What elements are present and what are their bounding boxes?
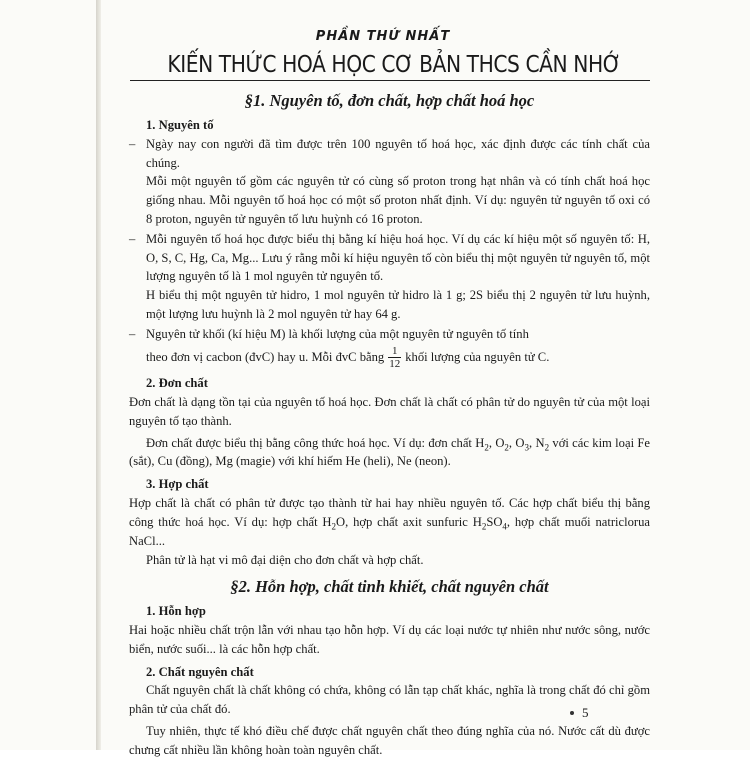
text-run: , N: [529, 435, 545, 450]
subscript: 4: [502, 521, 507, 532]
text-run: khối lượng của nguyên tử C.: [405, 349, 550, 364]
subscript: 2: [481, 521, 487, 532]
text-run: SO: [486, 514, 503, 529]
section-2-sub-2-heading: 2. Chất nguyên chất: [146, 664, 254, 679]
subscript: 2: [484, 442, 489, 453]
paragraph: Mỗi nguyên tố hoá học được biểu thị bằng kí hiệu hoá học. Ví dụ các kí hiệu một số nguyên tố: H, O, S, C, Hg, Ca, Mg... Lưu ý rằng mỗi kí hiệu nguyên tố còn biểu thị một nguyên tử nguyên tố, một lượng nguyên tố là 1 mol nguyên tử nguyên tố.: [146, 231, 650, 284]
paragraph: Đơn chất là dạng tồn tại của nguyên tố hoá học. Đơn chất là chất có phân tử do nguyên tử của một loại nguyên tố tạo thành.: [129, 394, 650, 428]
page-content: [129, 90, 650, 760]
paragraph: Mỗi một nguyên tố gồm các nguyên tử có cùng số proton trong hạt nhân và có tính chất hoá học giống nhau. Mỗi nguyên tố hoá học có một số proton nhất định. Ví dụ: nguyên tử nguyên tố oxi có 8 proton, nguyên tử nguyên tố lưu huỳnh có 16 proton.: [146, 174, 650, 226]
paragraph: H biểu thị một nguyên tử hidro, 1 mol nguyên tử hidro là 1 g; 2S biểu thị 2 nguyên tử lưu huỳnh, một lượng lưu huỳnh là 2 mol nguyên tử hay 64 g.: [146, 288, 650, 321]
text-run: theo đơn vị cacbon (đvC) hay u. Mỗi đvC bằng: [146, 349, 385, 364]
paragraph-simple-substances: [129, 434, 650, 472]
text-run: , O: [488, 435, 505, 450]
paragraph-with-fraction: [146, 344, 650, 371]
chapter-title: KIẾN THỨC HOÁ HỌC CƠ BẢN THCS CẦN NHỚ: [167, 52, 621, 78]
subscript: 2: [331, 521, 337, 532]
text-run: với các kim loại Fe (sắt), Cu (đồng), Mg (magie) với khí hiếm He (heli), Ne (neon).: [129, 435, 650, 469]
page-number: 5: [582, 705, 589, 720]
subscript: 2: [544, 442, 550, 453]
text-run: , O: [508, 435, 525, 450]
text-run: Đơn chất được biểu thị bằng công thức hoá học. Ví dụ: đơn chất H: [146, 435, 485, 450]
section-1-sub-2-heading: 2. Đơn chất: [146, 376, 208, 391]
section-2-sub-1-heading: 1. Hỗn hợp: [146, 604, 206, 619]
part-title: PHẦN THỨ NHẤT: [315, 29, 451, 44]
chapter-header: [138, 28, 628, 80]
section-1-title: §1. Nguyên tố, đơn chất, hợp chất hoá học: [244, 91, 535, 110]
bullet-dash: –: [129, 231, 136, 246]
fraction-denominator: 12: [389, 358, 401, 371]
subscript: 3: [524, 442, 529, 453]
bullet-dash: –: [129, 326, 136, 341]
bullet-item: [129, 135, 650, 229]
paragraph-compounds: [129, 494, 650, 550]
fraction-one-twelfth: [388, 345, 401, 370]
bullet-item: [129, 230, 650, 324]
section-2-title: §2. Hỗn hợp, chất tinh khiết, chất nguyên chất: [230, 577, 549, 597]
paragraph: Hai hoặc nhiều chất trộn lẫn với nhau tạo hỗn hợp. Ví dụ các loại nước tự nhiên như nước sông, nước biển, nước suối... là các hỗn hợp chất.: [129, 622, 650, 656]
section-1-sub-3-heading: 3. Hợp chất: [146, 477, 209, 492]
book-binding-edge: [96, 0, 101, 750]
bullet-dash: –: [129, 136, 136, 151]
paragraph: Nguyên tử khối (kí hiệu M) là khối lượng của một nguyên tử nguyên tố tính: [146, 326, 529, 341]
text-run: O, hợp chất axit sunfuric H: [336, 514, 482, 529]
header-rule: [130, 80, 650, 81]
paragraph: Chất nguyên chất là chất không có chứa, không có lẫn tạp chất khác, nghĩa là trong chất đó chỉ gồm phân tử của chất đó.: [129, 683, 650, 717]
subscript: 2: [504, 442, 509, 453]
text-run: Hợp chất là chất có phân tử được tạo thành từ hai hay nhiều nguyên tố. Các hợp chất biểu thị bằng công thức hoá học. Ví dụ: hợp chất H: [129, 495, 650, 529]
paragraph: Ngày nay con người đã tìm được trên 100 nguyên tố hoá học, xác định được các tính chất của chúng.: [146, 136, 650, 170]
section-1-sub-1-heading: 1. Nguyên tố: [146, 118, 214, 132]
paragraph: Tuy nhiên, thực tế khó điều chế được chất nguyên chất theo đúng nghĩa của nó. Nước cất dù được chưng cất nhiều lần không hoàn toàn nguyên chất.: [129, 723, 650, 757]
bullet-item: [129, 325, 650, 370]
fraction-numerator: 1: [388, 345, 401, 358]
paragraph: Phân tử là hạt vi mô đại diện cho đơn chất và hợp chất.: [146, 553, 424, 568]
page-number-dot: [570, 711, 574, 715]
text-run: , hợp chất muối natriclorua NaCl...: [129, 514, 650, 548]
